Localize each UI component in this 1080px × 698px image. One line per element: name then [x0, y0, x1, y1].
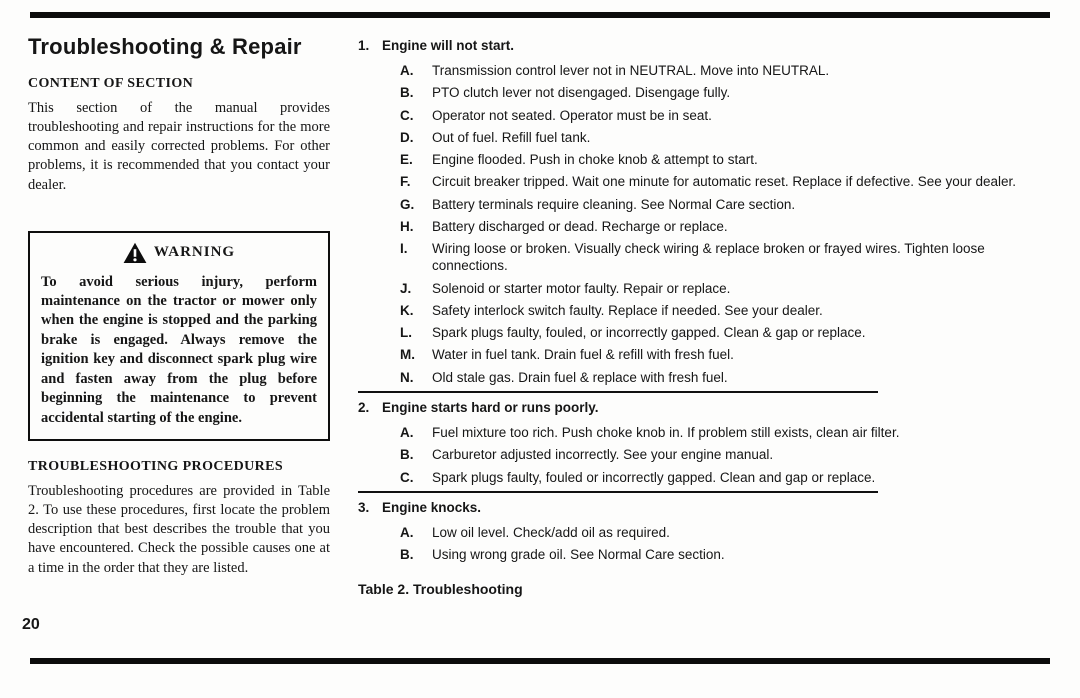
top-page-rule [30, 12, 1050, 18]
table-row-text: Using wrong grade oil. See Normal Care section. [432, 547, 725, 563]
page-title: Troubleshooting & Repair [28, 34, 302, 59]
table-row-letter: B. [400, 85, 414, 101]
warning-header [41, 242, 317, 264]
table-row-letter: I. [400, 241, 408, 257]
table-row-letter: B. [400, 447, 414, 463]
troubleshooting-procedures-heading: TROUBLESHOOTING PROCEDURES [28, 459, 284, 474]
table-row [358, 446, 1052, 463]
table-row [358, 524, 1052, 541]
table-row-text: Transmission control lever not in NEUTRAL. Move into NEUTRAL. [432, 63, 830, 78]
table-row-text: Wiring loose or broken. Visually check wiring & replace broken or frayed wires. Tighten loose connections. [432, 241, 985, 274]
table-row-text: Solenoid or starter motor faulty. Repair or replace. [432, 280, 731, 296]
table-row [358, 196, 1052, 213]
table-row [358, 546, 1052, 563]
table-row [358, 84, 1052, 101]
table-row-letter: D. [400, 129, 414, 145]
table-row-letter: H. [400, 218, 414, 234]
table-section-number: 1. [358, 38, 370, 53]
table-row-letter: B. [400, 547, 414, 563]
table-row [358, 129, 1052, 146]
table-section-title: Engine starts hard or runs poorly. [382, 399, 599, 415]
table-section-title: Engine knocks. [382, 499, 482, 515]
table-row-text: Old stale gas. Drain fuel & replace with fresh fuel. [432, 369, 728, 385]
table-section-number: 2. [358, 399, 370, 415]
table-row [358, 369, 1052, 386]
content-of-section-heading: CONTENT OF SECTION [28, 76, 194, 91]
table-row-letter: J. [400, 280, 412, 296]
table-row-letter: N. [400, 369, 414, 385]
table-row [358, 107, 1052, 124]
table-row [358, 424, 1052, 441]
table-row-text: Battery discharged or dead. Recharge or replace. [432, 218, 728, 234]
table-row-letter: C. [400, 107, 414, 123]
table-row-letter: F. [400, 174, 411, 190]
content-of-section-body: This section of the manual provides troubleshooting and repair instructions for the more common and easily corrected problems. For other problems, it is recommended that you contact your dealer. [28, 100, 330, 193]
table-row-text: Circuit breaker tripped. Wait one minute for automatic reset. Replace if defective. See your dealer. [432, 174, 1017, 190]
table-row-letter: L. [400, 325, 412, 341]
table-row-letter: A. [400, 424, 414, 440]
table-section-heading [358, 500, 1052, 515]
warning-triangle-icon [123, 242, 147, 264]
table-row-text: Water in fuel tank. Drain fuel & refill with fresh fuel. [432, 347, 734, 363]
warning-label: WARNING [153, 244, 236, 261]
table-row-text: PTO clutch lever not disengaged. Disengage fully. [432, 85, 731, 101]
table-row-text: Low oil level. Check/add oil as required. [432, 524, 670, 540]
table-caption: Table 2. Troubleshooting [358, 581, 523, 598]
table-section [358, 391, 1052, 486]
bottom-page-rule [30, 658, 1050, 664]
table-row-text: Operator not seated. Operator must be in seat. [432, 107, 712, 123]
table-row [358, 240, 1052, 275]
table-section-number: 3. [358, 499, 370, 515]
table-row-letter: M. [400, 347, 415, 363]
table-row-text: Safety interlock switch faulty. Replace if needed. See your dealer. [432, 302, 823, 318]
table-sections [358, 38, 1052, 563]
table-row [358, 469, 1052, 486]
table-row-letter: C. [400, 469, 414, 485]
table-row-text: Carburetor adjusted incorrectly. See your engine manual. [432, 447, 774, 463]
left-column [28, 34, 330, 578]
table-section-title: Engine will not start. [382, 38, 515, 53]
table-row-letter: G. [400, 196, 415, 212]
table-row [358, 346, 1052, 363]
table-row-text: Engine flooded. Push in choke knob & attempt to start. [432, 152, 758, 168]
troubleshooting-procedures-body: Troubleshooting procedures are provided in Table 2. To use these procedures, first locate the problem description that best describes the trouble that you have encountered. Check the possible causes one at a time in the order that they are listed. [28, 483, 330, 576]
table-section-heading [358, 400, 1052, 415]
table-row-letter: K. [400, 302, 414, 318]
table-row [358, 151, 1052, 168]
table-section-heading [358, 38, 1052, 53]
table-section [358, 491, 1052, 564]
table-row-text: Spark plugs faulty, fouled or incorrectly gapped. Clean and gap or replace. [432, 469, 876, 485]
table-row-text: Fuel mixture too rich. Push choke knob in. If problem still exists, clean air filter. [432, 424, 900, 440]
table-row [358, 218, 1052, 235]
table-row [358, 62, 1052, 79]
table-row [358, 173, 1052, 190]
table-row-letter: E. [400, 152, 413, 168]
table-section [358, 38, 1052, 386]
table-row-letter: A. [400, 524, 414, 540]
table-row [358, 302, 1052, 319]
warning-body: To avoid serious injury, perform maintenance on the tractor or mower only when the engine is stopped and the parking brake is engaged. Always remove the ignition key and disconnect spark plug wire and fasten away from the plug before beginning the maintenance to prevent accidental starting of the engine. [41, 273, 317, 426]
table-row [358, 324, 1052, 341]
troubleshooting-table [358, 38, 1052, 597]
warning-box [28, 231, 330, 441]
table-row-text: Out of fuel. Refill fuel tank. [432, 129, 591, 145]
table-row-text: Battery terminals require cleaning. See Normal Care section. [432, 196, 796, 212]
table-row-text: Spark plugs faulty, fouled, or incorrectly gapped. Clean & gap or replace. [432, 325, 866, 341]
table-row [358, 280, 1052, 297]
page-number: 20 [22, 616, 40, 633]
table-row-letter: A. [400, 63, 414, 78]
